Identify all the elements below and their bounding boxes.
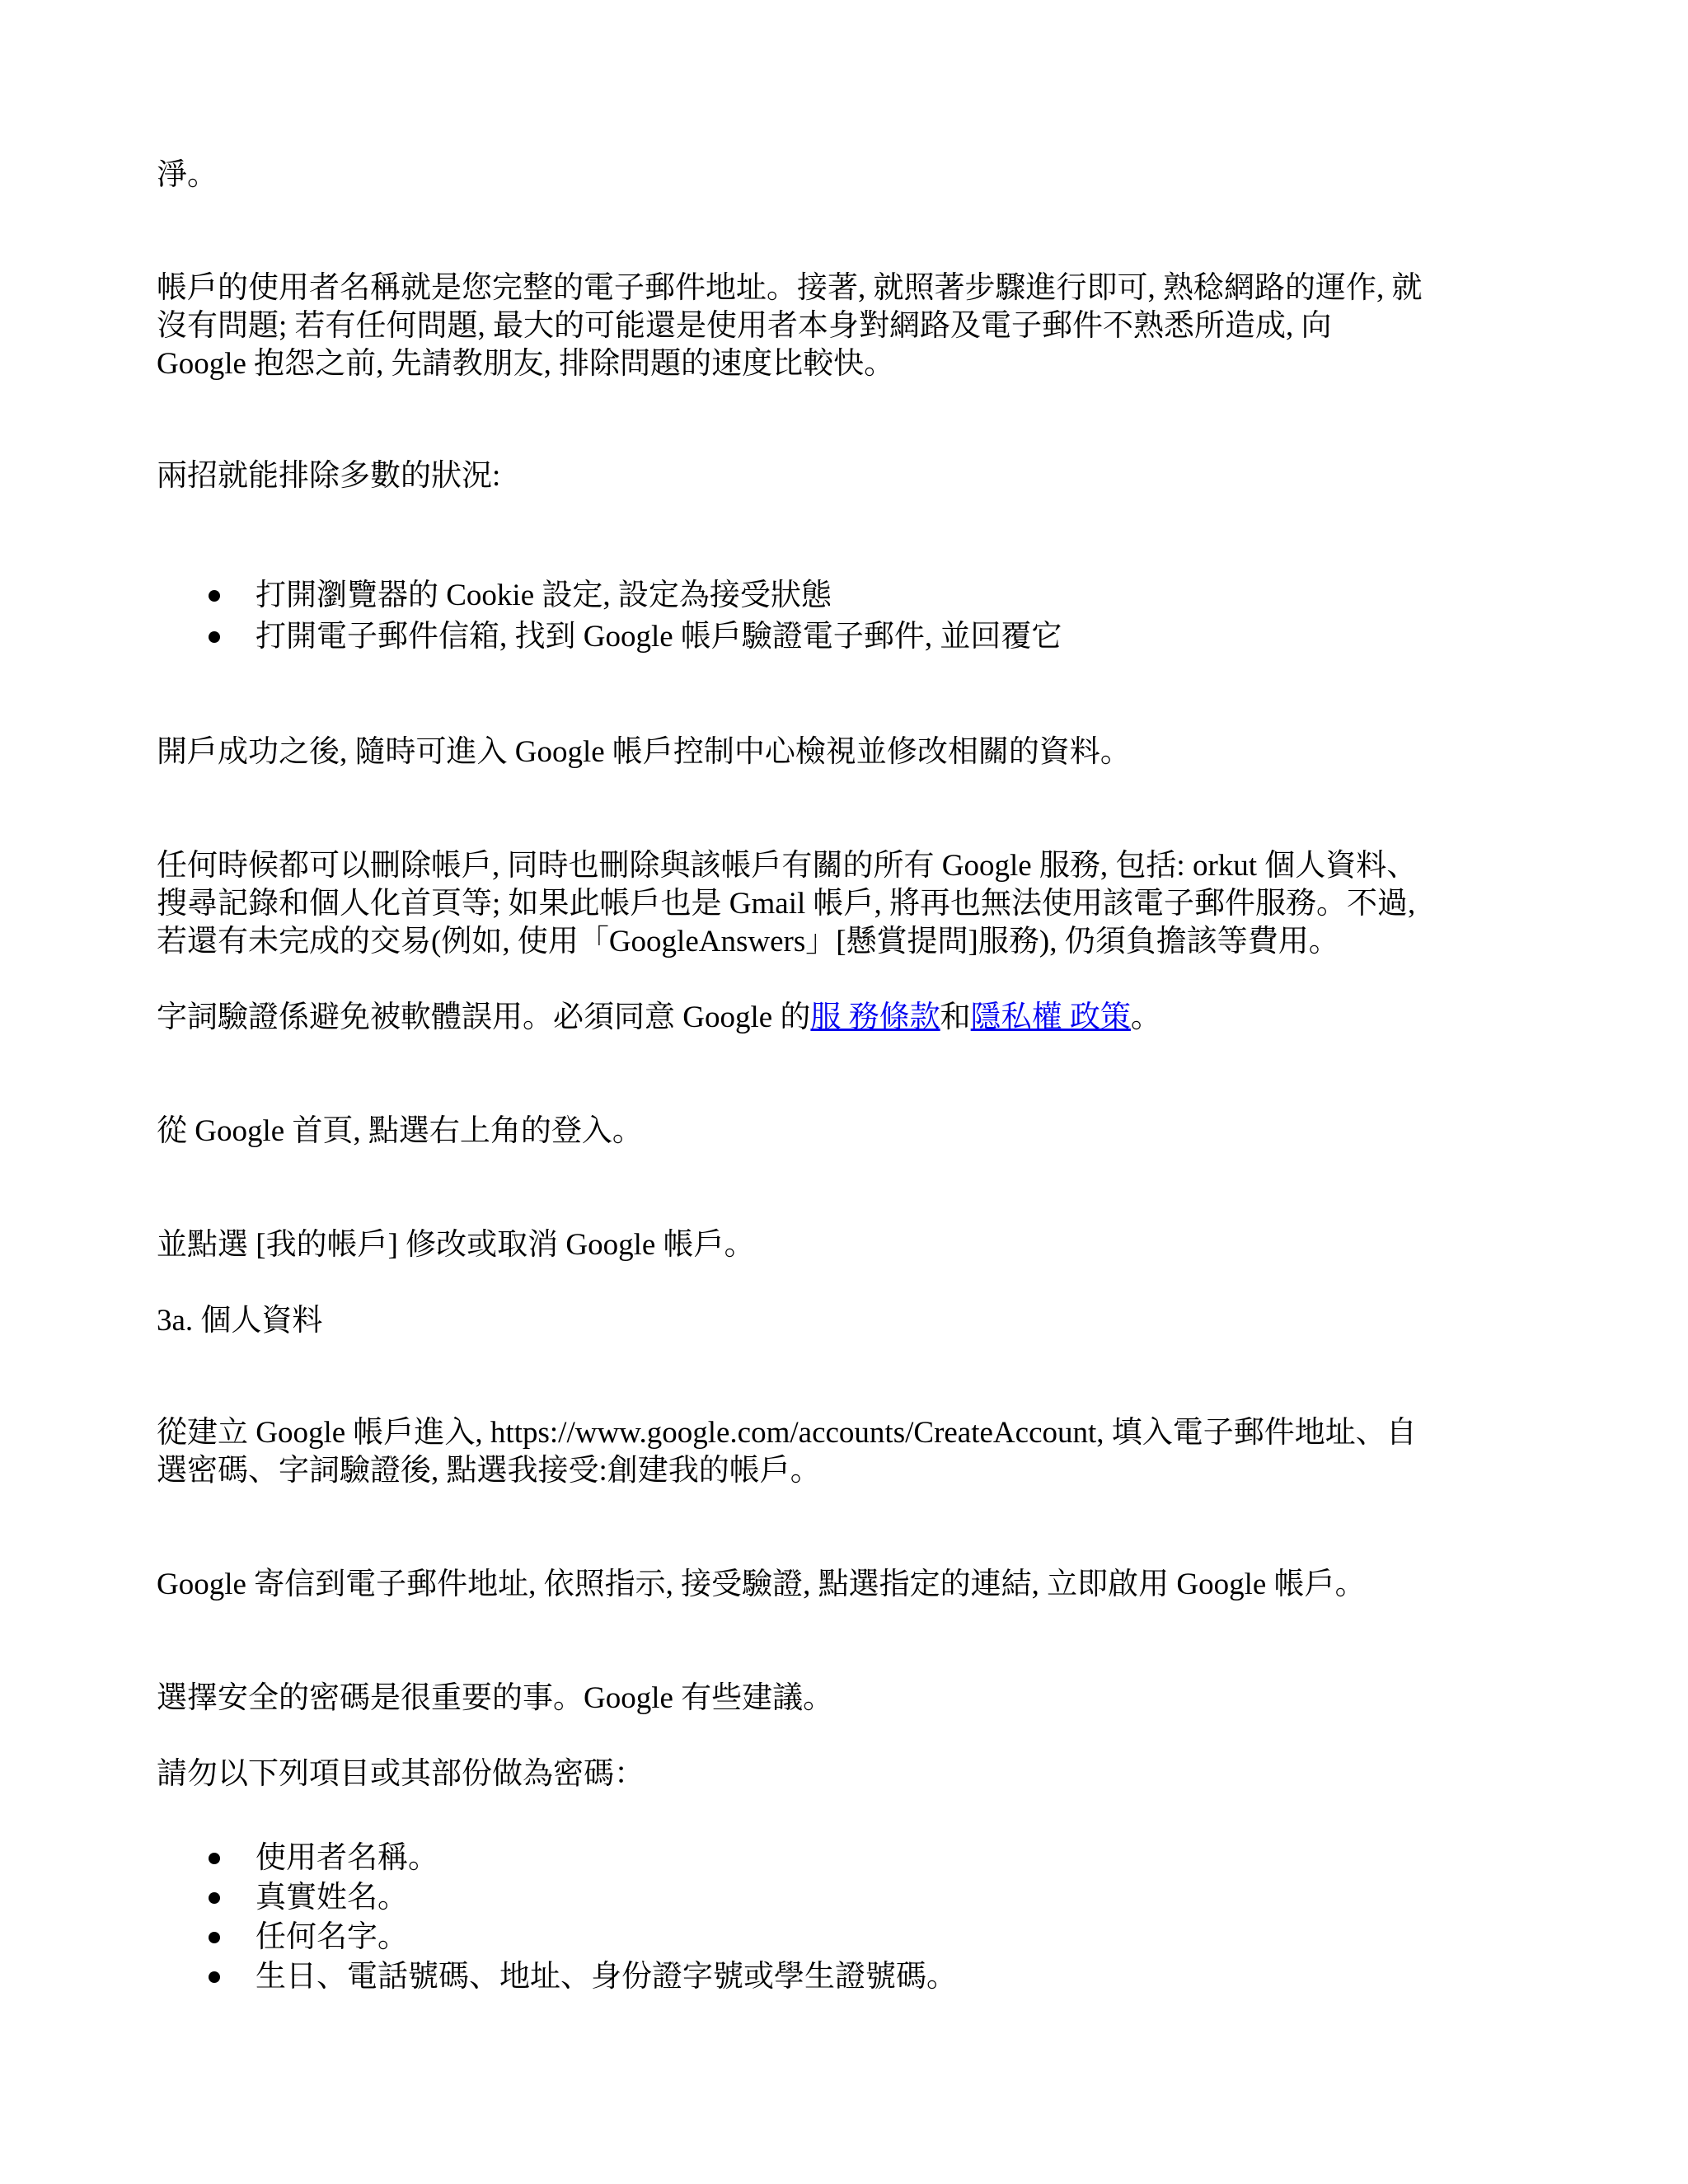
paragraph-delete-account-line2: 搜尋記錄和個人化首頁等; 如果此帳戶也是 Gmail 帳戶, 將再也無法使用該電子郵件服務。不過, xyxy=(157,887,1416,921)
list-item: 生日、電話號碼、地址、身份證字號或學生證號碼。 xyxy=(256,1960,957,1994)
paragraph-password-rules: 請勿以下列項目或其部份做為密碼： xyxy=(157,1757,645,1791)
bullet-icon xyxy=(209,590,220,602)
paragraph-word-verification xyxy=(157,999,1541,1037)
paragraph-account-username-line3: Google 抱怨之前, 先請教朋友, 排除問題的速度比較快。 xyxy=(157,347,895,381)
list-item: 使用者名稱。 xyxy=(256,1841,438,1875)
bullet-icon xyxy=(209,631,220,643)
paragraph-two-tricks: 兩招就能排除多數的狀況: xyxy=(157,459,501,493)
bullet-icon xyxy=(209,1971,220,1983)
list-item: 任何名字。 xyxy=(256,1920,408,1954)
word-verification-text: 字詞驗證係避免被軟體誤用。必須同意 Google 的 xyxy=(157,1001,811,1034)
list-item: 真實姓名。 xyxy=(256,1881,408,1915)
paragraph-account-center: 開戶成功之後, 隨時可進入 Google 帳戶控制中心檢視並修改相關的資料。 xyxy=(157,735,1131,769)
paragraph-account-username-line1: 帳戶的使用者名稱就是您完整的電子郵件地址。接著, 就照著步驟進行即可, 熟稔網路的運作, 就 xyxy=(157,271,1423,305)
paragraph-create-account-line1: 從建立 Google 帳戶進入, https://www.google.com/accounts/CreateAccount, 填入電子郵件地址、自 xyxy=(157,1416,1417,1450)
paragraph-fragment: 淨。 xyxy=(157,158,218,192)
paragraph-account-username-line2: 沒有問題; 若有任何問題, 最大的可能還是使用者本身對網路及電子郵件不熟悉所造成, 向 xyxy=(157,309,1332,343)
paragraph-delete-account-line1: 任何時候都可以刪除帳戶, 同時也刪除與該帳戶有關的所有 Google 服務, 包括: orkut 個人資料、 xyxy=(157,849,1418,883)
bullet-icon xyxy=(209,1853,220,1864)
period-text: 。 xyxy=(1130,1001,1161,1034)
terms-of-service-link[interactable]: 服 務條款 xyxy=(810,1001,940,1034)
paragraph-sign-in: 從 Google 首頁, 點選右上角的登入。 xyxy=(157,1114,643,1148)
paragraph-create-account-line2: 選密碼、字詞驗證後, 點選我接受:創建我的帳戶。 xyxy=(157,1454,821,1488)
list-item: 打開電子郵件信箱, 找到 Google 帳戶驗證電子郵件, 並回覆它 xyxy=(256,620,1062,654)
paragraph-delete-account-line3: 若還有未完成的交易(例如, 使用「GoogleAnswers」[懸賞提問]服務), 仍須負擔該等費用。 xyxy=(157,925,1339,958)
paragraph-verification-email: Google 寄信到電子郵件地址, 依照指示, 接受驗證, 點選指定的連結, 立即啟用 Google 帳戶。 xyxy=(157,1568,1366,1601)
list-item: 打開瀏覽器的 Cookie 設定, 設定為接受狀態 xyxy=(256,579,832,612)
privacy-policy-link[interactable]: 隱私權 政策 xyxy=(970,1001,1131,1034)
conjunction-text: 和 xyxy=(940,1001,971,1034)
bullet-icon xyxy=(209,1932,220,1943)
section-heading-personal-info: 3a. 個人資料 xyxy=(157,1304,323,1338)
paragraph-secure-password: 選擇安全的密碼是很重要的事。Google 有些建議。 xyxy=(157,1681,834,1715)
paragraph-my-account: 並點選 [我的帳戶] 修改或取消 Google 帳戶。 xyxy=(157,1228,755,1262)
bullet-icon xyxy=(209,1892,220,1904)
